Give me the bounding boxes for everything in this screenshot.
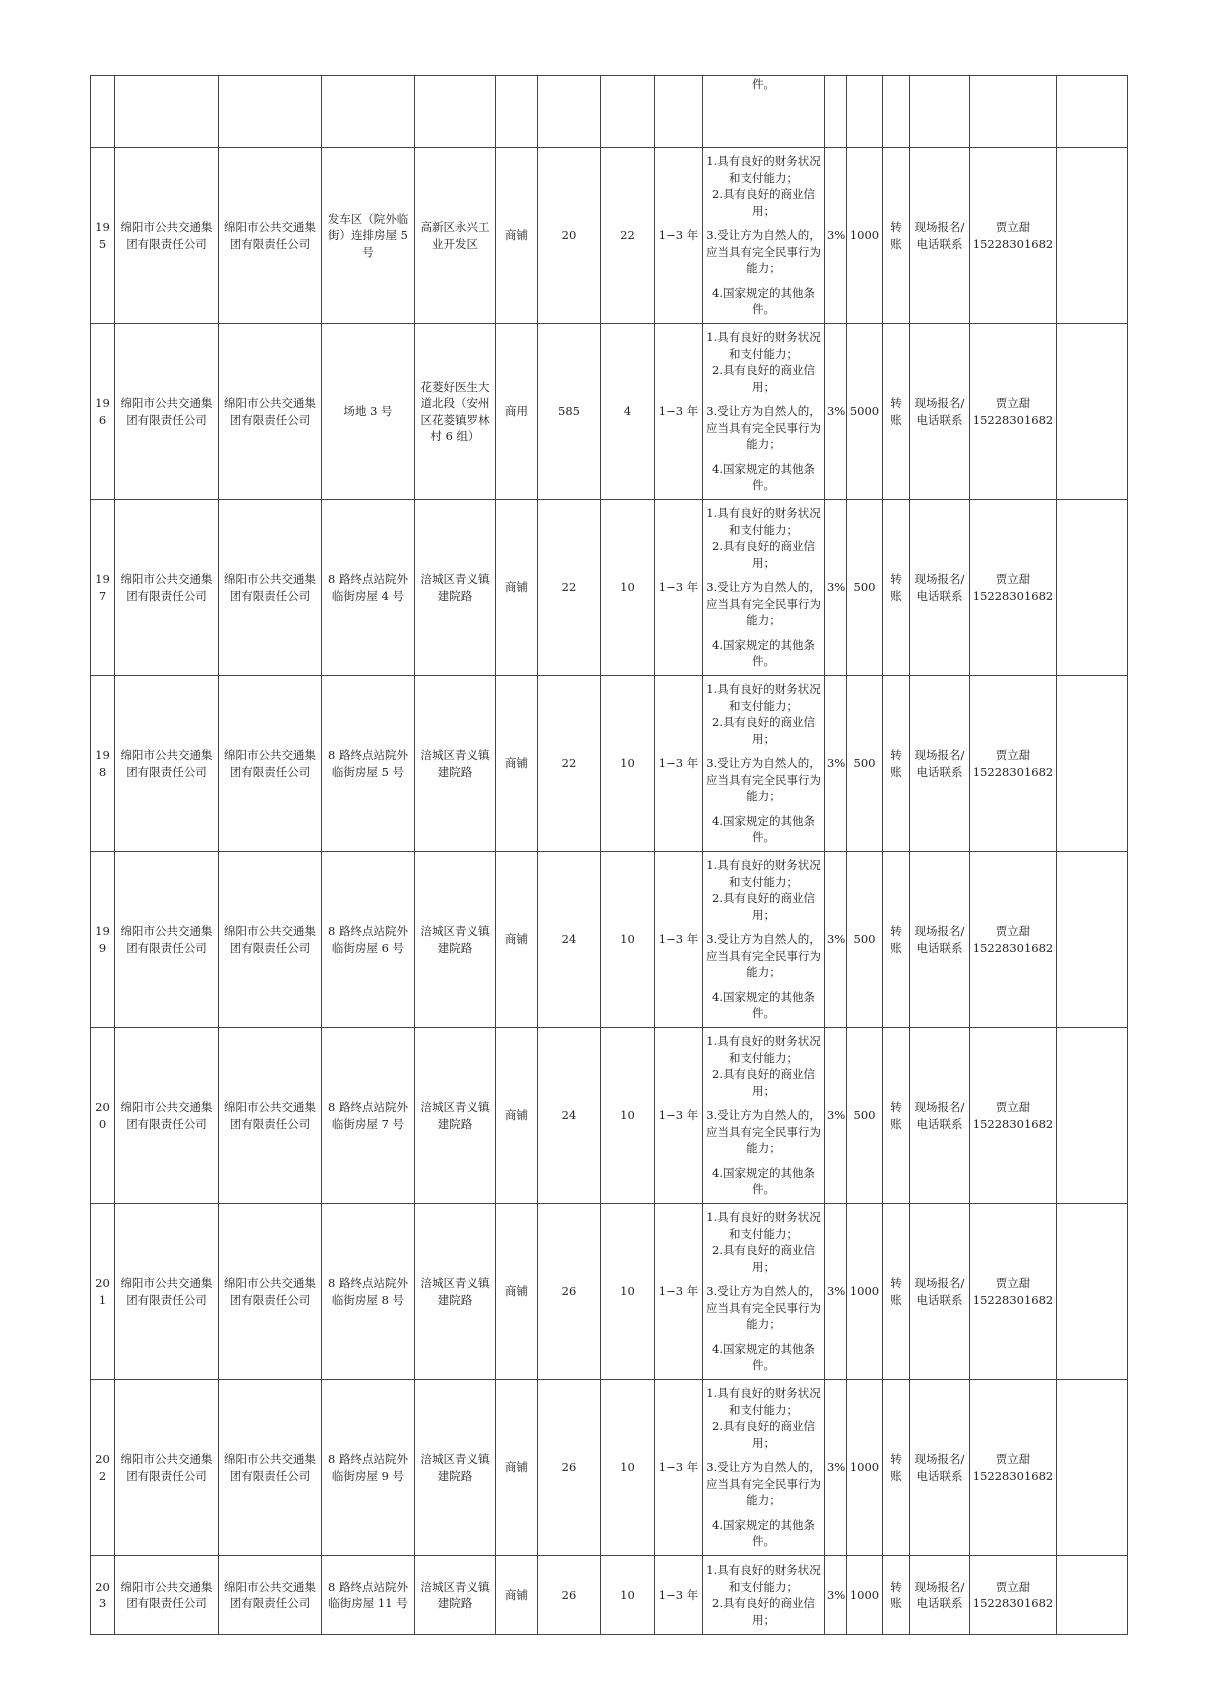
requirement-1: 1.具有良好的财务状况和支付能力； bbox=[706, 1034, 821, 1065]
cell-method: 现场报名/电话联系 bbox=[910, 852, 970, 1028]
requirement-3: 3.受让方为自然人的，应当具有完全民事行为能力； bbox=[706, 756, 821, 804]
cell-pay: 转账 bbox=[883, 148, 910, 324]
requirement-1: 1.具有良好的财务状况和支付能力； bbox=[706, 1210, 821, 1241]
table-row bbox=[91, 676, 1128, 852]
requirement-3: 3.受让方为自然人的，应当具有完全民事行为能力； bbox=[706, 404, 821, 452]
cell-pay: 转账 bbox=[883, 676, 910, 852]
cell-remark bbox=[1057, 1028, 1128, 1204]
cell-contact: 贾立甜 15228301682 bbox=[970, 148, 1057, 324]
cell-area bbox=[538, 76, 601, 148]
cell-deposit: 500 bbox=[847, 1028, 883, 1204]
requirement-2: 2.具有良好的商业信用； bbox=[712, 363, 815, 394]
cell-pay: 转账 bbox=[883, 500, 910, 676]
cell-price: 10 bbox=[601, 500, 655, 676]
cell-org: 绵阳市公共交通集团有限责任公司 bbox=[219, 1028, 322, 1204]
cell-contact bbox=[970, 76, 1057, 148]
cell-area: 26 bbox=[538, 1380, 601, 1556]
requirement-4: 4.国家规定的其他条件。 bbox=[712, 461, 815, 493]
cell-owner: 绵阳市公共交通集团有限责任公司 bbox=[115, 1556, 219, 1635]
requirement-1: 1.具有良好的财务状况和支付能力； bbox=[706, 506, 821, 537]
requirement-2: 2.具有良好的商业信用； bbox=[712, 539, 815, 570]
cell-asset: 场地 3 号 bbox=[322, 324, 415, 500]
requirement-3: 3.受让方为自然人的，应当具有完全民事行为能力； bbox=[706, 580, 821, 628]
requirement-1: 1.具有良好的财务状况和支付能力； bbox=[706, 858, 821, 889]
cell-remark bbox=[1057, 76, 1128, 148]
requirement-2: 2.具有良好的商业信用； bbox=[712, 1243, 815, 1274]
requirement-3: 3.受让方为自然人的，应当具有完全民事行为能力； bbox=[706, 1108, 821, 1156]
cell-term: 1−3 年 bbox=[655, 1556, 703, 1635]
asset-listing-table bbox=[90, 75, 1128, 1635]
table-body bbox=[91, 148, 1128, 1635]
cell-use: 商铺 bbox=[496, 1556, 538, 1635]
cell-use: 商铺 bbox=[496, 1028, 538, 1204]
cell-deposit: 5000 bbox=[847, 324, 883, 500]
cell-contact: 贾立甜 15228301682 bbox=[970, 676, 1057, 852]
cell-pay bbox=[883, 76, 910, 148]
cell-org bbox=[219, 76, 322, 148]
cell-method: 现场报名/电话联系 bbox=[910, 1028, 970, 1204]
cell-org: 绵阳市公共交通集团有限责任公司 bbox=[219, 676, 322, 852]
cell-requirements bbox=[703, 1556, 825, 1635]
cell-price: 10 bbox=[601, 1556, 655, 1635]
cell-owner: 绵阳市公共交通集团有限责任公司 bbox=[115, 852, 219, 1028]
cell-remark bbox=[1057, 852, 1128, 1028]
cell-remark bbox=[1057, 148, 1128, 324]
cell-term bbox=[655, 76, 703, 148]
cell-rate: 3% bbox=[825, 1556, 847, 1635]
cell-remark bbox=[1057, 1204, 1128, 1380]
cell-area: 26 bbox=[538, 1204, 601, 1380]
table-row bbox=[91, 1380, 1128, 1556]
cell-remark bbox=[1057, 1380, 1128, 1556]
cell-org: 绵阳市公共交通集团有限责任公司 bbox=[219, 148, 322, 324]
requirement-3: 3.受让方为自然人的，应当具有完全民事行为能力； bbox=[706, 228, 821, 276]
cell-no: 202 bbox=[91, 1380, 115, 1556]
cell-pay: 转账 bbox=[883, 1380, 910, 1556]
cell-area: 24 bbox=[538, 1028, 601, 1204]
cell-asset: 8 路终点站院外临街房屋 9 号 bbox=[322, 1380, 415, 1556]
requirement-4: 4.国家规定的其他条件。 bbox=[712, 989, 815, 1021]
cell-term: 1−3 年 bbox=[655, 324, 703, 500]
cell-owner: 绵阳市公共交通集团有限责任公司 bbox=[115, 324, 219, 500]
cell-pay: 转账 bbox=[883, 1028, 910, 1204]
requirement-1: 1.具有良好的财务状况和支付能力； bbox=[706, 682, 821, 713]
cell-price: 4 bbox=[601, 324, 655, 500]
cell-location: 涪城区青义镇建院路 bbox=[415, 676, 496, 852]
cell-pay: 转账 bbox=[883, 324, 910, 500]
cell-location: 涪城区青义镇建院路 bbox=[415, 500, 496, 676]
cell-owner: 绵阳市公共交通集团有限责任公司 bbox=[115, 1028, 219, 1204]
cell-requirements bbox=[703, 1204, 825, 1380]
cell-no: 203 bbox=[91, 1556, 115, 1635]
cell-price: 10 bbox=[601, 1380, 655, 1556]
requirement-2: 2.具有良好的商业信用； bbox=[712, 891, 815, 922]
cell-rate: 3% bbox=[825, 324, 847, 500]
cell-rate: 3% bbox=[825, 852, 847, 1028]
requirement-3: 3.受让方为自然人的，应当具有完全民事行为能力； bbox=[706, 1460, 821, 1508]
requirement-1: 1.具有良好的财务状况和支付能力； bbox=[706, 1386, 821, 1417]
requirement-1: 1.具有良好的财务状况和支付能力； bbox=[706, 154, 821, 185]
cell-use: 商铺 bbox=[496, 500, 538, 676]
cell-org: 绵阳市公共交通集团有限责任公司 bbox=[219, 324, 322, 500]
cell-term: 1−3 年 bbox=[655, 676, 703, 852]
cell-no: 197 bbox=[91, 500, 115, 676]
cell-asset: 8 路终点站院外临街房屋 6 号 bbox=[322, 852, 415, 1028]
cell-requirements bbox=[703, 324, 825, 500]
cell-location: 涪城区青义镇建院路 bbox=[415, 1556, 496, 1635]
cell-deposit: 1000 bbox=[847, 148, 883, 324]
cell-location bbox=[415, 76, 496, 148]
cell-deposit: 500 bbox=[847, 500, 883, 676]
cell-no bbox=[91, 76, 115, 148]
cell-contact: 贾立甜 15228301682 bbox=[970, 1556, 1057, 1635]
cell-no: 201 bbox=[91, 1204, 115, 1380]
cell-deposit: 1000 bbox=[847, 1380, 883, 1556]
cell-method: 现场报名/电话联系 bbox=[910, 324, 970, 500]
cell-deposit: 500 bbox=[847, 676, 883, 852]
cell-asset bbox=[322, 76, 415, 148]
cell-asset: 8 路终点站院外临街房屋 11 号 bbox=[322, 1556, 415, 1635]
cell-location: 涪城区青义镇建院路 bbox=[415, 1028, 496, 1204]
cell-requirements bbox=[703, 148, 825, 324]
table-row bbox=[91, 1204, 1128, 1380]
cell-area: 24 bbox=[538, 852, 601, 1028]
cell-requirements bbox=[703, 76, 825, 148]
requirement-4: 4.国家规定的其他条件。 bbox=[712, 285, 815, 317]
cell-owner: 绵阳市公共交通集团有限责任公司 bbox=[115, 1204, 219, 1380]
cell-deposit: 1000 bbox=[847, 1556, 883, 1635]
requirement-1: 1.具有良好的财务状况和支付能力； bbox=[706, 330, 821, 361]
cell-deposit: 1000 bbox=[847, 1204, 883, 1380]
cell-use: 商铺 bbox=[496, 148, 538, 324]
cell-price: 22 bbox=[601, 148, 655, 324]
cell-use: 商铺 bbox=[496, 852, 538, 1028]
cell-contact: 贾立甜 15228301682 bbox=[970, 1204, 1057, 1380]
requirement-tail: 件。 bbox=[752, 77, 775, 91]
cell-remark bbox=[1057, 676, 1128, 852]
table-row bbox=[91, 500, 1128, 676]
cell-method: 现场报名/电话联系 bbox=[910, 1204, 970, 1380]
cell-contact: 贾立甜 15228301682 bbox=[970, 500, 1057, 676]
cell-location: 花菱好医生大道北段（安州区花菱镇罗林村 6 组） bbox=[415, 324, 496, 500]
cell-method: 现场报名/电话联系 bbox=[910, 500, 970, 676]
cell-term: 1−3 年 bbox=[655, 148, 703, 324]
cell-use: 商铺 bbox=[496, 1380, 538, 1556]
requirement-2: 2.具有良好的商业信用； bbox=[712, 1596, 815, 1627]
cell-owner: 绵阳市公共交通集团有限责任公司 bbox=[115, 1380, 219, 1556]
table-row bbox=[91, 1028, 1128, 1204]
cell-requirements bbox=[703, 500, 825, 676]
cell-no: 196 bbox=[91, 324, 115, 500]
cell-pay: 转账 bbox=[883, 1556, 910, 1635]
cell-owner: 绵阳市公共交通集团有限责任公司 bbox=[115, 676, 219, 852]
cell-price: 10 bbox=[601, 1028, 655, 1204]
cell-rate: 3% bbox=[825, 676, 847, 852]
cell-requirements bbox=[703, 676, 825, 852]
cell-term: 1−3 年 bbox=[655, 1380, 703, 1556]
cell-remark bbox=[1057, 500, 1128, 676]
cell-owner: 绵阳市公共交通集团有限责任公司 bbox=[115, 148, 219, 324]
requirement-2: 2.具有良好的商业信用； bbox=[712, 1067, 815, 1098]
cell-no: 199 bbox=[91, 852, 115, 1028]
requirement-4: 4.国家规定的其他条件。 bbox=[712, 1517, 815, 1549]
cell-location: 高新区永兴工业开发区 bbox=[415, 148, 496, 324]
cell-area: 585 bbox=[538, 324, 601, 500]
cell-rate: 3% bbox=[825, 1380, 847, 1556]
requirement-2: 2.具有良好的商业信用； bbox=[712, 187, 815, 218]
cell-method bbox=[910, 76, 970, 148]
cell-asset: 8 路终点站院外临街房屋 7 号 bbox=[322, 1028, 415, 1204]
cell-price bbox=[601, 76, 655, 148]
requirement-4: 4.国家规定的其他条件。 bbox=[712, 637, 815, 669]
cell-location: 涪城区青义镇建院路 bbox=[415, 1380, 496, 1556]
cell-org: 绵阳市公共交通集团有限责任公司 bbox=[219, 1556, 322, 1635]
cell-term: 1−3 年 bbox=[655, 852, 703, 1028]
cell-contact: 贾立甜 15228301682 bbox=[970, 852, 1057, 1028]
cell-price: 10 bbox=[601, 1204, 655, 1380]
cell-requirements bbox=[703, 852, 825, 1028]
requirement-2: 2.具有良好的商业信用； bbox=[712, 715, 815, 746]
cell-asset: 8 路终点站院外临街房屋 8 号 bbox=[322, 1204, 415, 1380]
cell-org: 绵阳市公共交通集团有限责任公司 bbox=[219, 852, 322, 1028]
cell-org: 绵阳市公共交通集团有限责任公司 bbox=[219, 1380, 322, 1556]
cell-deposit: 500 bbox=[847, 852, 883, 1028]
requirement-2: 2.具有良好的商业信用； bbox=[712, 1419, 815, 1450]
cell-no: 200 bbox=[91, 1028, 115, 1204]
cell-asset: 发车区（院外临街）连排房屋 5 号 bbox=[322, 148, 415, 324]
cell-remark bbox=[1057, 1556, 1128, 1635]
cell-no: 198 bbox=[91, 676, 115, 852]
cell-use bbox=[496, 76, 538, 148]
cell-location: 涪城区青义镇建院路 bbox=[415, 852, 496, 1028]
requirement-3: 3.受让方为自然人的，应当具有完全民事行为能力； bbox=[706, 932, 821, 980]
cell-asset: 8 路终点站院外临街房屋 4 号 bbox=[322, 500, 415, 676]
cell-method: 现场报名/电话联系 bbox=[910, 1380, 970, 1556]
cell-contact: 贾立甜 15228301682 bbox=[970, 1380, 1057, 1556]
cell-remark bbox=[1057, 324, 1128, 500]
requirement-4: 4.国家规定的其他条件。 bbox=[712, 1341, 815, 1373]
cell-rate: 3% bbox=[825, 1028, 847, 1204]
cell-deposit bbox=[847, 76, 883, 148]
cell-rate: 3% bbox=[825, 500, 847, 676]
cell-price: 10 bbox=[601, 676, 655, 852]
cell-use: 商铺 bbox=[496, 1204, 538, 1380]
requirement-4: 4.国家规定的其他条件。 bbox=[712, 813, 815, 845]
cell-method: 现场报名/电话联系 bbox=[910, 148, 970, 324]
table-row bbox=[91, 852, 1128, 1028]
cell-pay: 转账 bbox=[883, 852, 910, 1028]
cell-location: 涪城区青义镇建院路 bbox=[415, 1204, 496, 1380]
cell-requirements bbox=[703, 1028, 825, 1204]
cell-area: 20 bbox=[538, 148, 601, 324]
cell-term: 1−3 年 bbox=[655, 1028, 703, 1204]
cell-method: 现场报名/电话联系 bbox=[910, 1556, 970, 1635]
cell-term: 1−3 年 bbox=[655, 500, 703, 676]
table-row bbox=[91, 324, 1128, 500]
cell-term: 1−3 年 bbox=[655, 1204, 703, 1380]
cell-no: 195 bbox=[91, 148, 115, 324]
cell-price: 10 bbox=[601, 852, 655, 1028]
table-row bbox=[91, 148, 1128, 324]
requirement-4: 4.国家规定的其他条件。 bbox=[712, 1165, 815, 1197]
cell-area: 22 bbox=[538, 676, 601, 852]
cell-org: 绵阳市公共交通集团有限责任公司 bbox=[219, 1204, 322, 1380]
cell-owner: 绵阳市公共交通集团有限责任公司 bbox=[115, 500, 219, 676]
cell-contact: 贾立甜 15228301682 bbox=[970, 1028, 1057, 1204]
cell-use: 商铺 bbox=[496, 676, 538, 852]
cell-contact: 贾立甜 15228301682 bbox=[970, 324, 1057, 500]
cell-area: 22 bbox=[538, 500, 601, 676]
cell-use: 商用 bbox=[496, 324, 538, 500]
requirement-1: 1.具有良好的财务状况和支付能力； bbox=[706, 1563, 821, 1594]
cell-owner bbox=[115, 76, 219, 148]
cell-org: 绵阳市公共交通集团有限责任公司 bbox=[219, 500, 322, 676]
cell-asset: 8 路终点站院外临街房屋 5 号 bbox=[322, 676, 415, 852]
cell-method: 现场报名/电话联系 bbox=[910, 676, 970, 852]
cell-rate bbox=[825, 76, 847, 148]
table-row bbox=[91, 1556, 1128, 1635]
table-row-continued bbox=[91, 76, 1128, 148]
cell-requirements bbox=[703, 1380, 825, 1556]
requirement-3: 3.受让方为自然人的，应当具有完全民事行为能力； bbox=[706, 1284, 821, 1332]
cell-rate: 3% bbox=[825, 148, 847, 324]
cell-pay: 转账 bbox=[883, 1204, 910, 1380]
cell-rate: 3% bbox=[825, 1204, 847, 1380]
cell-area: 26 bbox=[538, 1556, 601, 1635]
